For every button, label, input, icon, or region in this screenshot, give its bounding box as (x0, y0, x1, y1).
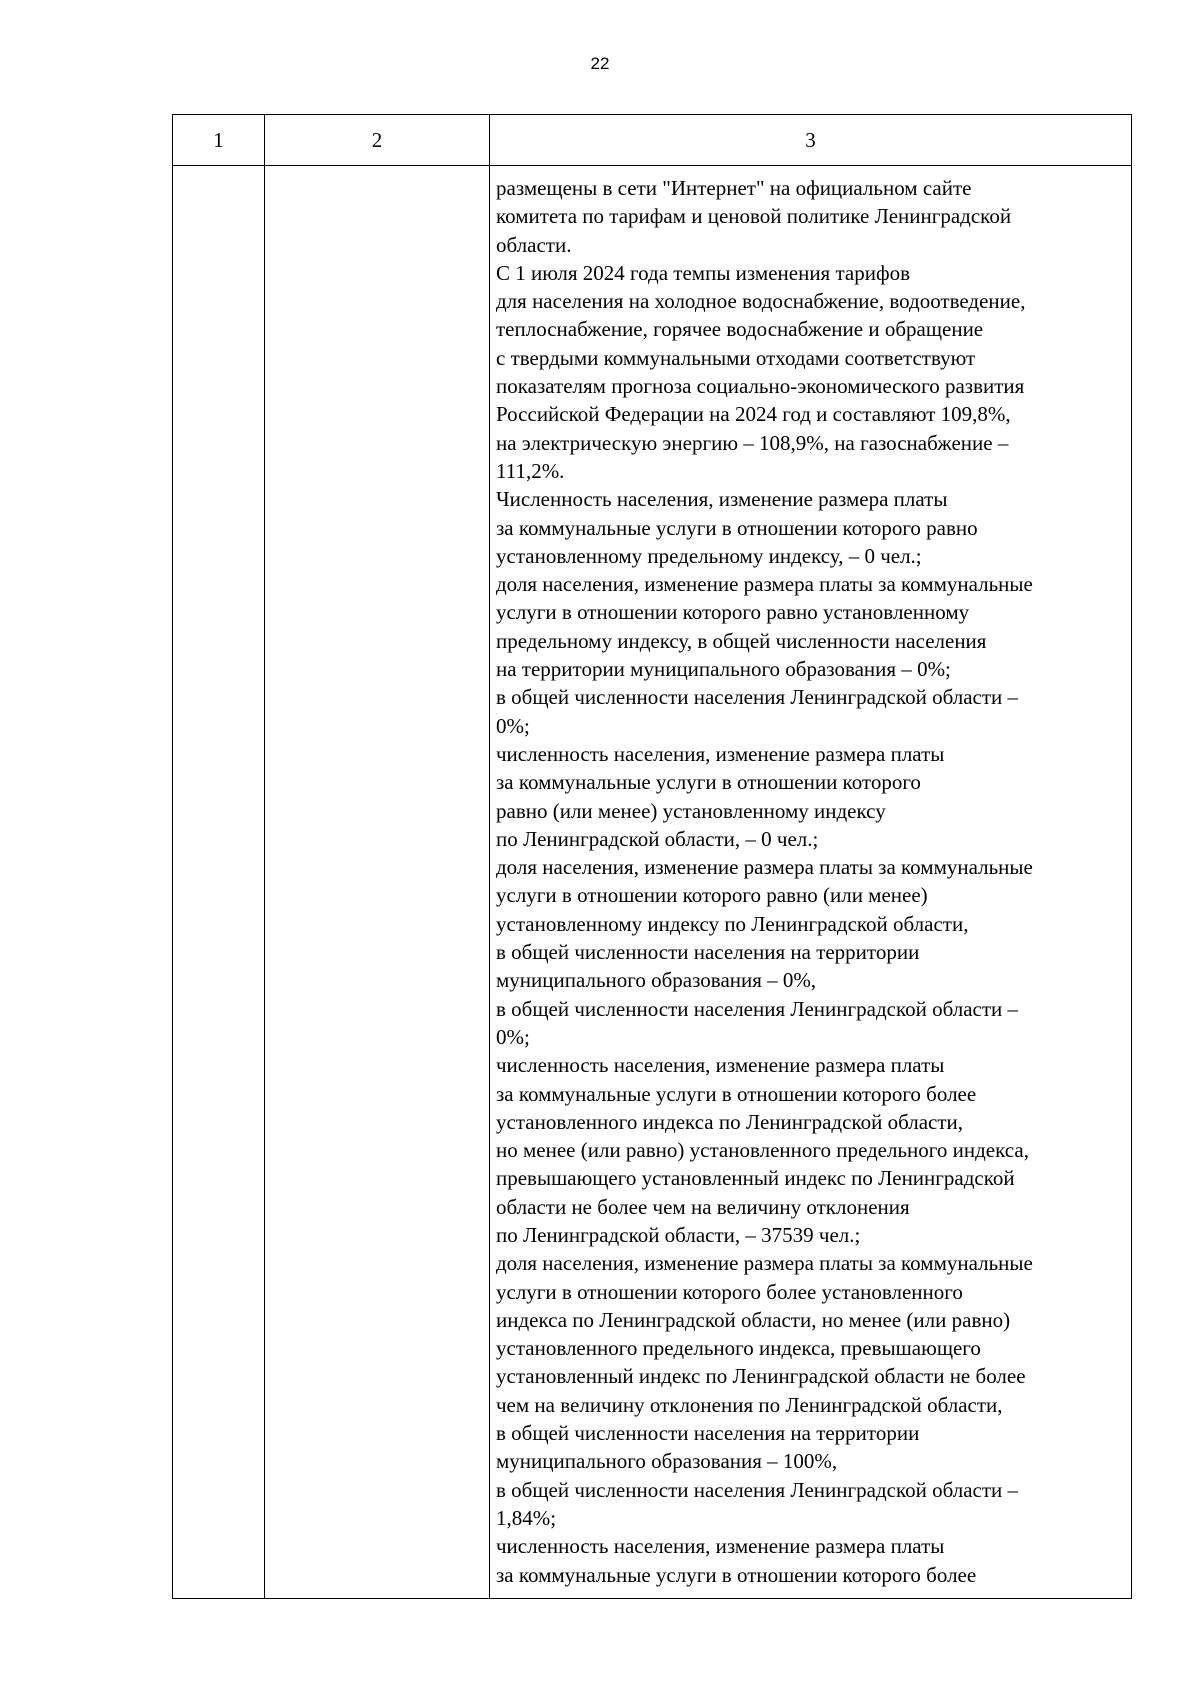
text-line: С 1 июля 2024 года темпы изменения тарифов (496, 260, 910, 285)
text-line: области не более чем на величину отклонения (496, 1194, 910, 1219)
table-body-row (173, 166, 1132, 1599)
text-line: установленного предельного индекса, превышающего (496, 1336, 981, 1361)
text-line: установленному предельному индексу, – 0 чел.; (496, 543, 922, 568)
text-line: за коммунальные услуги в отношении которого (496, 770, 921, 795)
text-line: равно (или менее) установленному индексу (496, 798, 886, 823)
text-line: чем на величину отклонения по Ленинградской области, (496, 1392, 1003, 1417)
cell-col-2 (265, 166, 490, 1599)
text-line: доля населения, изменение размера платы за коммунальные (496, 1251, 1033, 1276)
text-line: доля населения, изменение размера платы за коммунальные (496, 855, 1033, 880)
text-line: установленного индекса по Ленинградской области, (496, 1109, 964, 1134)
text-line: установленному индексу по Ленинградской области, (496, 911, 969, 936)
text-line: за коммунальные услуги в отношении которого равно (496, 515, 978, 540)
text-line: по Ленинградской области, – 0 чел.; (496, 826, 819, 851)
column-header-3: 3 (490, 115, 1132, 166)
text-line: услуги в отношении которого равно установленному (496, 600, 970, 625)
text-line: в общей численности населения Ленинградской области – (496, 685, 1019, 710)
text-line: установленный индекс по Ленинградской области не более (496, 1364, 1026, 1389)
text-line: для населения на холодное водоснабжение, водоотведение, (496, 289, 1026, 314)
text-line: за коммунальные услуги в отношении которого более (496, 1562, 977, 1587)
text-line: 1,84%; (496, 1505, 557, 1530)
text-line: на территории муниципального образования – 0%; (496, 657, 951, 682)
text-line: по Ленинградской области, – 37539 чел.; (496, 1222, 861, 1247)
text-line: на электрическую энергию – 108,9%, на газоснабжение – (496, 430, 1009, 455)
column-header-2: 2 (265, 115, 490, 166)
text-line: в общей численности населения Ленинградской области – (496, 1477, 1019, 1502)
page-number: 22 (590, 54, 610, 73)
text-line: Численность населения, изменение размера платы (496, 487, 948, 512)
cell-col-3-text (490, 166, 1132, 1599)
text-line: показателям прогноза социально-экономического развития (496, 374, 1025, 399)
text-line: численность населения, изменение размера платы (496, 741, 945, 766)
column-header-1: 1 (173, 115, 265, 166)
document-table (172, 114, 1132, 1599)
text-line: в общей численности населения на территории (496, 940, 920, 965)
text-line: предельному индексу, в общей численности населения (496, 628, 987, 653)
text-line: муниципального образования – 100%, (496, 1449, 838, 1474)
text-line: размещены в сети "Интернет" на официальном сайте (496, 176, 972, 200)
text-line: 111,2%. (496, 458, 565, 483)
text-line: комитета по тарифам и ценовой политике Ленинградской (496, 204, 1012, 229)
text-line: Российской Федерации на 2024 год и составляют 109,8%, (496, 402, 1011, 427)
text-line: превышающего установленный индекс по Ленинградской (496, 1166, 1015, 1191)
text-line: области. (496, 232, 572, 257)
text-line: за коммунальные услуги в отношении которого более (496, 1081, 977, 1106)
text-line: доля населения, изменение размера платы за коммунальные (496, 572, 1033, 597)
text-line: но менее (или равно) установленного предельного индекса, (496, 1138, 1029, 1163)
text-line: услуги в отношении которого более установленного (496, 1279, 963, 1304)
table-header-row (173, 115, 1132, 166)
text-line: в общей численности населения Ленинградской области – (496, 996, 1019, 1021)
text-line: с твердыми коммунальными отходами соответствуют (496, 345, 976, 370)
text-line: 0%; (496, 1024, 530, 1049)
text-line: муниципального образования – 0%, (496, 968, 817, 993)
text-line: в общей численности населения на территории (496, 1421, 920, 1446)
text-line: индекса по Ленинградской области, но менее (или равно) (496, 1307, 1011, 1332)
text-line: численность населения, изменение размера платы (496, 1053, 945, 1078)
cell-col-1 (173, 166, 265, 1599)
text-line: услуги в отношении которого равно (или менее) (496, 883, 928, 908)
text-line: 0%; (496, 713, 530, 738)
text-line: теплоснабжение, горячее водоснабжение и обращение (496, 317, 984, 342)
text-line: численность населения, изменение размера платы (496, 1534, 945, 1559)
